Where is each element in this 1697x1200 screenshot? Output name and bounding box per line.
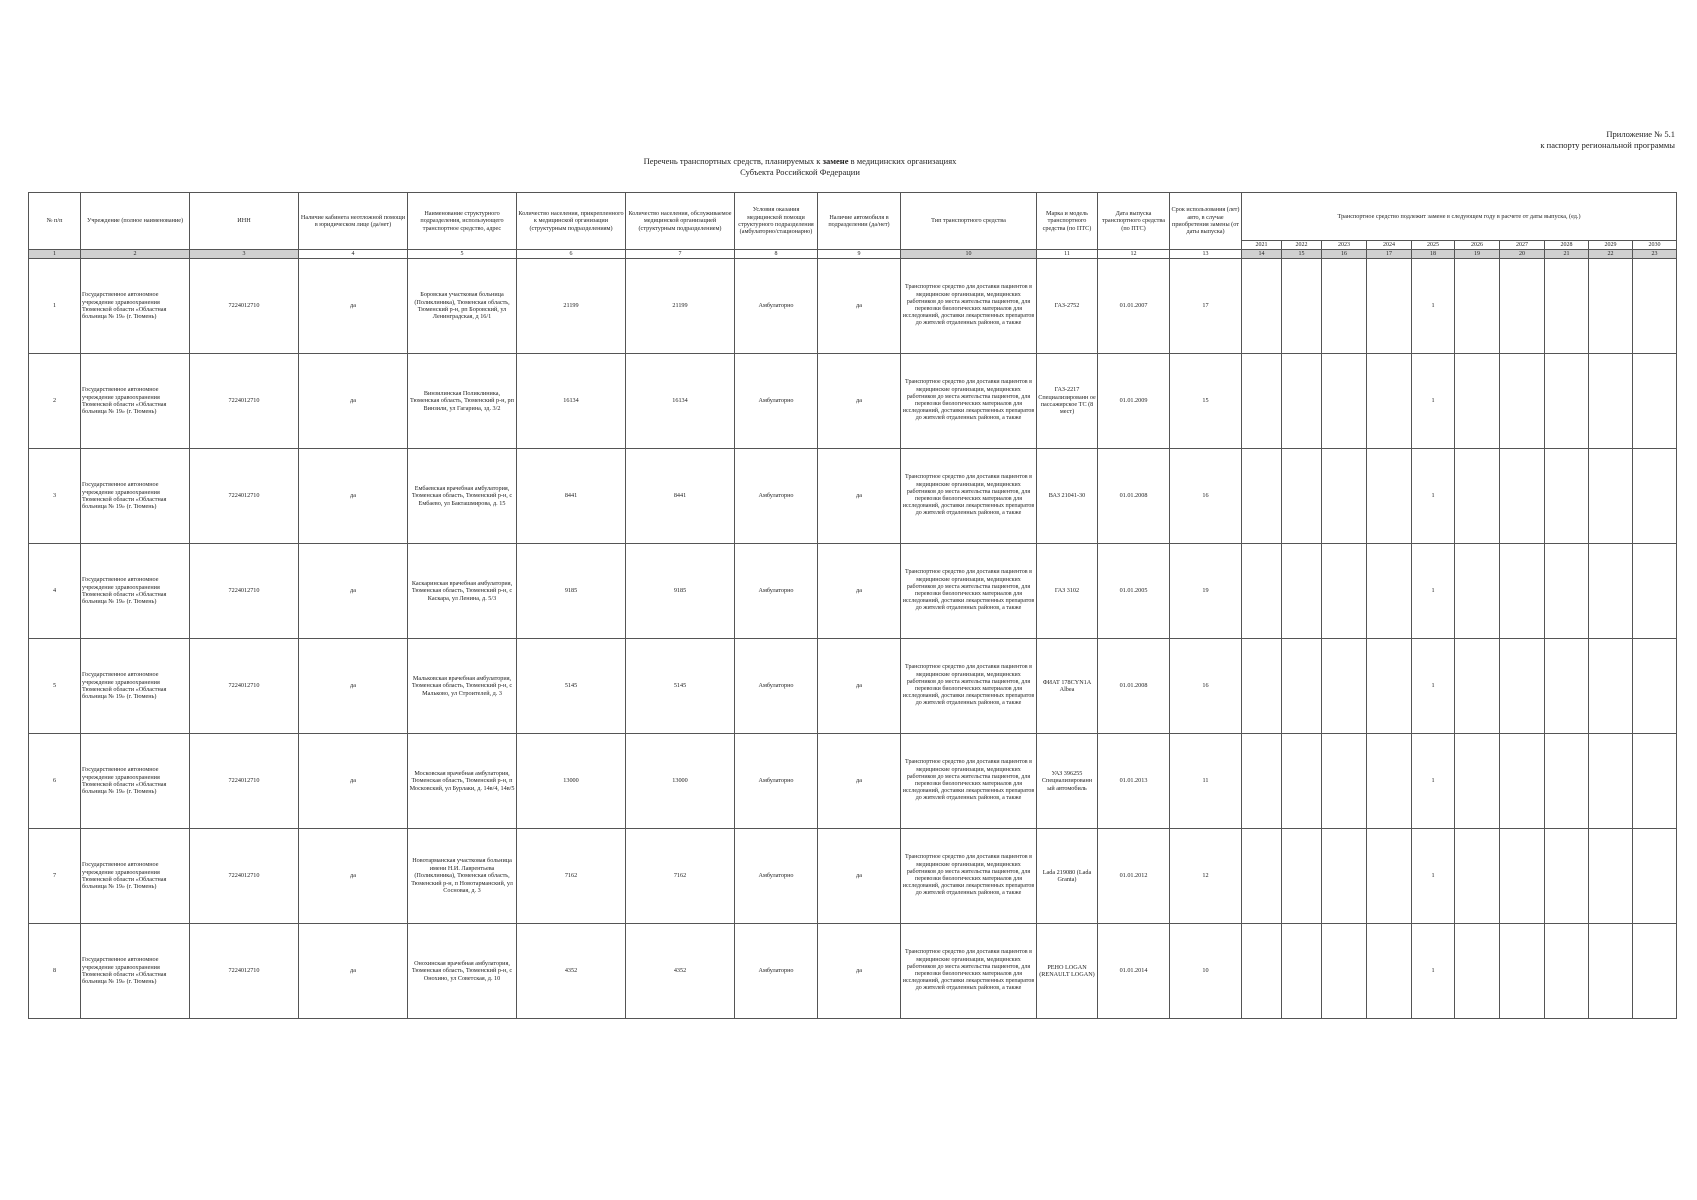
header-replacement-year: Транспортное средство подлежит замене в следующем году в расчете от даты выпуска, (ед.) — [1242, 193, 1677, 241]
year-value-cell — [1500, 354, 1545, 449]
column-number: 6 — [517, 250, 626, 259]
conditions-cell: Амбулаторно — [735, 639, 818, 734]
unit-address-cell: Московская врачебная амбулатория, Тюменская область, Тюменский р-н, п Московский, ул Бурлаки, д. 14в/4, 14в/5 — [408, 734, 517, 829]
table-row — [29, 544, 1677, 639]
document-title — [520, 156, 1080, 178]
conditions-cell: Амбулаторно — [735, 354, 818, 449]
year-value-cell — [1455, 354, 1500, 449]
header-vehicle-type: Тип транспортного средства — [901, 193, 1037, 250]
header-legal-cabinet: Наличие кабинета неотложной помощи в юридическом лице (да/нет) — [299, 193, 408, 250]
year-value-cell — [1282, 734, 1322, 829]
release-date-cell: 01.01.2012 — [1098, 829, 1170, 924]
header-inn: ИНН — [190, 193, 299, 250]
column-number: 9 — [818, 250, 901, 259]
column-numbers-row — [29, 250, 1677, 259]
header-unit-name: Наименование структурного подразделения, использующего транспортное средство, адрес — [408, 193, 517, 250]
table-row — [29, 259, 1677, 354]
year-value-cell — [1545, 544, 1589, 639]
model-cell: РЕНО LOGAN (RENAULT LOGAN) — [1037, 924, 1098, 1019]
model-cell: ГАЗ 3102 — [1037, 544, 1098, 639]
year-value-cell — [1589, 829, 1633, 924]
year-value-cell — [1282, 354, 1322, 449]
institution-cell: Государственное автономное учреждение здравоохранения Тюменской области «Областная больница № 19» (г. Тюмень) — [81, 639, 190, 734]
year-value-cell: 1 — [1412, 354, 1455, 449]
table-row — [29, 829, 1677, 924]
year-value-cell — [1322, 829, 1367, 924]
year-value-cell — [1455, 639, 1500, 734]
conditions-cell: Амбулаторно — [735, 829, 818, 924]
pop-served-cell: 16134 — [626, 354, 735, 449]
year-header: 2030 — [1633, 241, 1677, 250]
model-cell: ВАЗ 21041-30 — [1037, 449, 1098, 544]
year-value-cell — [1282, 544, 1322, 639]
year-value-cell — [1500, 449, 1545, 544]
column-number: 15 — [1282, 250, 1322, 259]
legal-cabinet-cell: да — [299, 354, 408, 449]
unit-address-cell: Мальковская врачебная амбулатория, Тюменская область, Тюменский р-н, с Мальково, ул Строителей, д. 3 — [408, 639, 517, 734]
conditions-cell: Амбулаторно — [735, 449, 818, 544]
service-life-cell: 16 — [1170, 639, 1242, 734]
institution-cell: Государственное автономное учреждение здравоохранения Тюменской области «Областная больница № 19» (г. Тюмень) — [81, 829, 190, 924]
vehicle-type-cell: Транспортное средство для доставки пациентов в медицинские организации, медицинских работников до места жительства пациентов, для перевозки биологических материалов для исследований, доставки лекарственных препаратов до жителей отдаленных районов, а также — [901, 639, 1037, 734]
release-date-cell: 01.01.2014 — [1098, 924, 1170, 1019]
appendix-line-2: к паспорту региональной программы — [1540, 140, 1675, 150]
pop-attached-cell: 9185 — [517, 544, 626, 639]
unit-address-cell: Онохинская врачебная амбулатория, Тюменская область, Тюменский р-н, с Онохино, ул Советская, д. 10 — [408, 924, 517, 1019]
year-value-cell — [1367, 544, 1412, 639]
column-number: 7 — [626, 250, 735, 259]
year-value-cell — [1545, 259, 1589, 354]
year-value-cell — [1633, 924, 1677, 1019]
vehicle-type-cell: Транспортное средство для доставки пациентов в медицинские организации, медицинских работников до места жительства пациентов, для перевозки биологических материалов для исследований, доставки лекарственных препаратов до жителей отдаленных районов, а также — [901, 449, 1037, 544]
legal-cabinet-cell: да — [299, 449, 408, 544]
institution-cell: Государственное автономное учреждение здравоохранения Тюменской области «Областная больница № 19» (г. Тюмень) — [81, 544, 190, 639]
inn-cell: 7224012710 — [190, 449, 299, 544]
row-number: 1 — [29, 259, 81, 354]
legal-cabinet-cell: да — [299, 259, 408, 354]
release-date-cell: 01.01.2009 — [1098, 354, 1170, 449]
year-header: 2028 — [1545, 241, 1589, 250]
row-number: 6 — [29, 734, 81, 829]
year-value-cell — [1322, 449, 1367, 544]
year-value-cell: 1 — [1412, 544, 1455, 639]
pop-served-cell: 9185 — [626, 544, 735, 639]
year-value-cell — [1589, 259, 1633, 354]
header-cars-present: Наличие автомобиля в подразделении (да/нет) — [818, 193, 901, 250]
column-number: 20 — [1500, 250, 1545, 259]
header-model: Марка и модель транспортного средства (по ПТС) — [1037, 193, 1098, 250]
column-number: 12 — [1098, 250, 1170, 259]
title-suffix: в медицинских организациях — [848, 156, 957, 166]
year-value-cell — [1455, 544, 1500, 639]
legal-cabinet-cell: да — [299, 829, 408, 924]
column-number: 5 — [408, 250, 517, 259]
row-number: 3 — [29, 449, 81, 544]
row-number: 4 — [29, 544, 81, 639]
year-value-cell — [1322, 544, 1367, 639]
year-value-cell — [1242, 259, 1282, 354]
year-value-cell — [1242, 734, 1282, 829]
table-row — [29, 449, 1677, 544]
model-cell: ФИАТ 178CYN1A Albea — [1037, 639, 1098, 734]
year-value-cell — [1589, 734, 1633, 829]
pop-attached-cell: 13000 — [517, 734, 626, 829]
legal-cabinet-cell: да — [299, 734, 408, 829]
inn-cell: 7224012710 — [190, 734, 299, 829]
legal-cabinet-cell: да — [299, 924, 408, 1019]
column-number: 10 — [901, 250, 1037, 259]
inn-cell: 7224012710 — [190, 639, 299, 734]
year-value-cell — [1242, 639, 1282, 734]
year-header: 2021 — [1242, 241, 1282, 250]
column-number: 8 — [735, 250, 818, 259]
year-value-cell — [1633, 829, 1677, 924]
year-value-cell — [1455, 449, 1500, 544]
year-value-cell — [1322, 924, 1367, 1019]
year-value-cell — [1367, 829, 1412, 924]
service-life-cell: 12 — [1170, 829, 1242, 924]
year-value-cell: 1 — [1412, 639, 1455, 734]
column-number: 16 — [1322, 250, 1367, 259]
column-number: 21 — [1545, 250, 1589, 259]
pop-attached-cell: 16134 — [517, 354, 626, 449]
year-value-cell — [1367, 449, 1412, 544]
pop-served-cell: 7162 — [626, 829, 735, 924]
pop-attached-cell: 4352 — [517, 924, 626, 1019]
year-value-cell — [1242, 544, 1282, 639]
year-value-cell — [1633, 259, 1677, 354]
release-date-cell: 01.01.2007 — [1098, 259, 1170, 354]
institution-cell: Государственное автономное учреждение здравоохранения Тюменской области «Областная больница № 19» (г. Тюмень) — [81, 734, 190, 829]
year-value-cell — [1589, 449, 1633, 544]
cars-present-cell: да — [818, 829, 901, 924]
table-row — [29, 734, 1677, 829]
table-row — [29, 639, 1677, 734]
cars-present-cell: да — [818, 544, 901, 639]
appendix-line-1: Приложение № 5.1 — [1606, 129, 1675, 139]
header-conditions: Условия оказания медицинской помощи структурного подразделения (амбулаторно/стационарно) — [735, 193, 818, 250]
model-cell: УАЗ 396255 Специализированн ый автомобиль — [1037, 734, 1098, 829]
pop-attached-cell: 7162 — [517, 829, 626, 924]
vehicle-type-cell: Транспортное средство для доставки пациентов в медицинские организации, медицинских работников до места жительства пациентов, для перевозки биологических материалов для исследований, доставки лекарственных препаратов до жителей отдаленных районов, а также — [901, 544, 1037, 639]
cars-present-cell: да — [818, 924, 901, 1019]
year-value-cell — [1500, 924, 1545, 1019]
release-date-cell: 01.01.2008 — [1098, 639, 1170, 734]
year-value-cell — [1282, 259, 1322, 354]
pop-served-cell: 5145 — [626, 639, 735, 734]
pop-attached-cell: 5145 — [517, 639, 626, 734]
year-value-cell — [1633, 449, 1677, 544]
year-value-cell — [1589, 639, 1633, 734]
legal-cabinet-cell: да — [299, 639, 408, 734]
unit-address-cell: Боровская участковая больница (Поликлиника), Тюменская область, Тюменский р-н, рп Боровский, ул Ленинградская, д 16/1 — [408, 259, 517, 354]
year-value-cell — [1545, 734, 1589, 829]
year-value-cell — [1367, 639, 1412, 734]
year-value-cell — [1633, 734, 1677, 829]
year-value-cell — [1455, 734, 1500, 829]
vehicle-table — [28, 192, 1677, 1019]
column-number: 4 — [299, 250, 408, 259]
year-value-cell — [1455, 259, 1500, 354]
year-value-cell — [1367, 734, 1412, 829]
year-value-cell — [1242, 354, 1282, 449]
row-number: 2 — [29, 354, 81, 449]
column-number: 1 — [29, 250, 81, 259]
year-value-cell — [1545, 829, 1589, 924]
header-num: № п/п — [29, 193, 81, 250]
column-number: 11 — [1037, 250, 1098, 259]
year-value-cell — [1455, 924, 1500, 1019]
year-header: 2024 — [1367, 241, 1412, 250]
cars-present-cell: да — [818, 449, 901, 544]
year-value-cell — [1242, 924, 1282, 1019]
institution-cell: Государственное автономное учреждение здравоохранения Тюменской области «Областная больница № 19» (г. Тюмень) — [81, 259, 190, 354]
legal-cabinet-cell: да — [299, 544, 408, 639]
year-value-cell — [1545, 924, 1589, 1019]
header-pop-served: Количество населения, обслуживаемое медицинской организацией (структурным подразделением) — [626, 193, 735, 250]
pop-served-cell: 21199 — [626, 259, 735, 354]
unit-address-cell: Новотарманская участковая больница имени Н.И. Лаврентьева (Поликлиника), Тюменская область, Тюменский р-н, п Новотарманский, ул Сосновая, д. 3 — [408, 829, 517, 924]
year-header: 2025 — [1412, 241, 1455, 250]
column-number: 17 — [1367, 250, 1412, 259]
appendix-note — [1540, 129, 1675, 151]
year-value-cell: 1 — [1412, 449, 1455, 544]
year-value-cell — [1545, 639, 1589, 734]
year-value-cell — [1367, 354, 1412, 449]
header-institution: Учреждение (полное наименование) — [81, 193, 190, 250]
release-date-cell: 01.01.2005 — [1098, 544, 1170, 639]
service-life-cell: 16 — [1170, 449, 1242, 544]
year-value-cell — [1633, 544, 1677, 639]
year-value-cell — [1322, 734, 1367, 829]
year-header: 2023 — [1322, 241, 1367, 250]
inn-cell: 7224012710 — [190, 354, 299, 449]
conditions-cell: Амбулаторно — [735, 544, 818, 639]
year-value-cell — [1242, 829, 1282, 924]
inn-cell: 7224012710 — [190, 259, 299, 354]
title-line-2: Субъекта Российской Федерации — [740, 167, 860, 177]
conditions-cell: Амбулаторно — [735, 734, 818, 829]
institution-cell: Государственное автономное учреждение здравоохранения Тюменской области «Областная больница № 19» (г. Тюмень) — [81, 924, 190, 1019]
vehicle-type-cell: Транспортное средство для доставки пациентов в медицинские организации, медицинских работников до места жительства пациентов, для перевозки биологических материалов для исследований, доставки лекарственных препаратов до жителей отдаленных районов, а также — [901, 829, 1037, 924]
year-value-cell — [1545, 354, 1589, 449]
year-value-cell — [1455, 829, 1500, 924]
row-number: 7 — [29, 829, 81, 924]
column-number: 14 — [1242, 250, 1282, 259]
year-value-cell: 1 — [1412, 924, 1455, 1019]
year-value-cell — [1282, 639, 1322, 734]
vehicle-type-cell: Транспортное средство для доставки пациентов в медицинские организации, медицинских работников до места жительства пациентов, для перевозки биологических материалов для исследований, доставки лекарственных препаратов до жителей отдаленных районов, а также — [901, 259, 1037, 354]
inn-cell: 7224012710 — [190, 544, 299, 639]
year-value-cell — [1282, 829, 1322, 924]
cars-present-cell: да — [818, 639, 901, 734]
year-value-cell — [1367, 924, 1412, 1019]
unit-address-cell: Каскаринская врачебная амбулатория, Тюменская область, Тюменский р-н, с Каскара, ул Ленина, д. 5/3 — [408, 544, 517, 639]
table-row — [29, 924, 1677, 1019]
year-value-cell — [1242, 449, 1282, 544]
year-value-cell — [1633, 354, 1677, 449]
pop-attached-cell: 21199 — [517, 259, 626, 354]
year-value-cell — [1322, 259, 1367, 354]
year-value-cell — [1589, 924, 1633, 1019]
pop-attached-cell: 8441 — [517, 449, 626, 544]
year-value-cell — [1589, 354, 1633, 449]
model-cell: ГАЗ-2752 — [1037, 259, 1098, 354]
year-header: 2026 — [1455, 241, 1500, 250]
vehicle-type-cell: Транспортное средство для доставки пациентов в медицинские организации, медицинских работников до места жительства пациентов, для перевозки биологических материалов для исследований, доставки лекарственных препаратов до жителей отдаленных районов, а также — [901, 354, 1037, 449]
release-date-cell: 01.01.2008 — [1098, 449, 1170, 544]
pop-served-cell: 8441 — [626, 449, 735, 544]
service-life-cell: 19 — [1170, 544, 1242, 639]
pop-served-cell: 4352 — [626, 924, 735, 1019]
cars-present-cell: да — [818, 259, 901, 354]
year-value-cell: 1 — [1412, 829, 1455, 924]
model-cell: Lada 219080 (Lada Granta) — [1037, 829, 1098, 924]
column-number: 23 — [1633, 250, 1677, 259]
year-value-cell — [1367, 259, 1412, 354]
year-value-cell — [1589, 544, 1633, 639]
year-value-cell — [1633, 639, 1677, 734]
cars-present-cell: да — [818, 354, 901, 449]
inn-cell: 7224012710 — [190, 924, 299, 1019]
row-number: 8 — [29, 924, 81, 1019]
year-value-cell — [1282, 449, 1322, 544]
inn-cell: 7224012710 — [190, 829, 299, 924]
institution-cell: Государственное автономное учреждение здравоохранения Тюменской области «Областная больница № 19» (г. Тюмень) — [81, 354, 190, 449]
year-value-cell — [1322, 639, 1367, 734]
service-life-cell: 17 — [1170, 259, 1242, 354]
vehicle-type-cell: Транспортное средство для доставки пациентов в медицинские организации, медицинских работников до места жительства пациентов, для перевозки биологических материалов для исследований, доставки лекарственных препаратов до жителей отдаленных районов, а также — [901, 924, 1037, 1019]
year-value-cell — [1500, 639, 1545, 734]
column-number: 19 — [1455, 250, 1500, 259]
year-value-cell — [1500, 734, 1545, 829]
unit-address-cell: Винзилинская Поликлиника, Тюменская область, Тюменский р-н, рп Винзили, ул Гагарина, зд. 3/2 — [408, 354, 517, 449]
column-number: 22 — [1589, 250, 1633, 259]
pop-served-cell: 13000 — [626, 734, 735, 829]
unit-address-cell: Ембаевская врачебная амбулатория, Тюменская область, Тюменский р-н, с Ембаево, ул Бакташмирова, д. 15 — [408, 449, 517, 544]
header-service-life: Срок использования (лет) авто, в случае приобретения замены (от даты выпуска) — [1170, 193, 1242, 250]
vehicle-type-cell: Транспортное средство для доставки пациентов в медицинские организации, медицинских работников до места жительства пациентов, для перевозки биологических материалов для исследований, доставки лекарственных препаратов до жителей отдаленных районов, а также — [901, 734, 1037, 829]
year-value-cell — [1322, 354, 1367, 449]
cars-present-cell: да — [818, 734, 901, 829]
conditions-cell: Амбулаторно — [735, 924, 818, 1019]
column-number: 3 — [190, 250, 299, 259]
institution-cell: Государственное автономное учреждение здравоохранения Тюменской области «Областная больница № 19» (г. Тюмень) — [81, 449, 190, 544]
table-row — [29, 354, 1677, 449]
service-life-cell: 11 — [1170, 734, 1242, 829]
year-value-cell — [1282, 924, 1322, 1019]
year-value-cell — [1545, 449, 1589, 544]
header-pop-attached: Количество населения, прикрепленного к медицинской организации (структурным подразделениям) — [517, 193, 626, 250]
release-date-cell: 01.01.2013 — [1098, 734, 1170, 829]
column-number: 2 — [81, 250, 190, 259]
header-row — [29, 193, 1677, 241]
service-life-cell: 10 — [1170, 924, 1242, 1019]
column-number: 18 — [1412, 250, 1455, 259]
service-life-cell: 15 — [1170, 354, 1242, 449]
header-release-date: Дата выпуска транспортного средства (по ПТС) — [1098, 193, 1170, 250]
conditions-cell: Амбулаторно — [735, 259, 818, 354]
row-number: 5 — [29, 639, 81, 734]
year-value-cell: 1 — [1412, 734, 1455, 829]
year-header: 2029 — [1589, 241, 1633, 250]
column-number: 13 — [1170, 250, 1242, 259]
year-value-cell — [1500, 544, 1545, 639]
year-value-cell: 1 — [1412, 259, 1455, 354]
title-bold-word: замене — [822, 156, 849, 166]
year-value-cell — [1500, 259, 1545, 354]
year-header: 2022 — [1282, 241, 1322, 250]
year-header: 2027 — [1500, 241, 1545, 250]
model-cell: ГАЗ-2217 Специализированн ое пассажирское ТС (8 мест) — [1037, 354, 1098, 449]
title-prefix: Перечень транспортных средств, планируемых к — [643, 156, 823, 166]
year-value-cell — [1500, 829, 1545, 924]
